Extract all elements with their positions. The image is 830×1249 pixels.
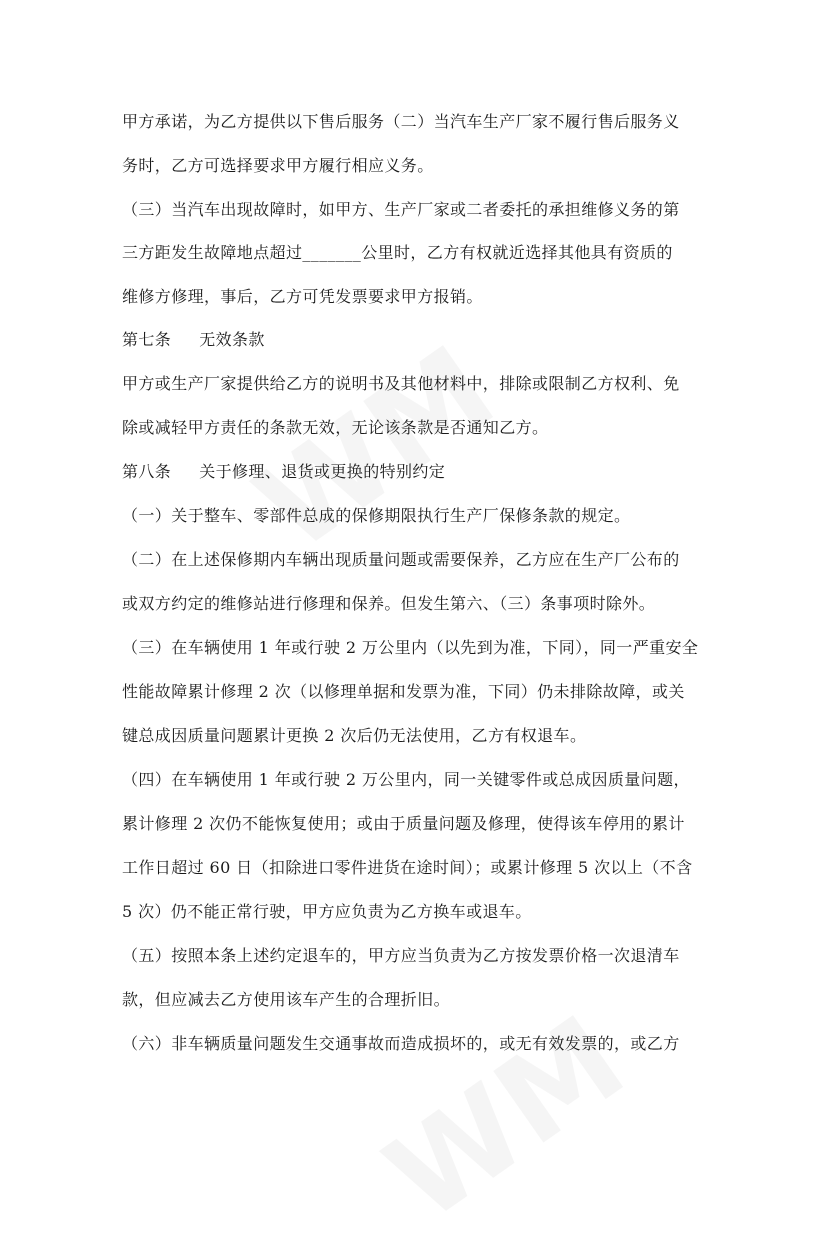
article-8-heading bbox=[122, 462, 722, 482]
paragraph-line: 除或减轻甲方责任的条款无效，无论该条款是否通知乙方。 bbox=[122, 418, 549, 437]
paragraph-line: （一）关于整车、零部件总成的保修期限执行生产厂保修条款的规定。 bbox=[122, 506, 631, 525]
article-7-title: 无效条款 bbox=[199, 330, 265, 349]
paragraph-line: 或双方约定的维修站进行修理和保养。但发生第六、（三）条事项时除外。 bbox=[122, 594, 656, 613]
paragraph-line: （二）在上述保修期内车辆出现质量问题或需要保养，乙方应在生产厂公布的 bbox=[122, 550, 680, 569]
paragraph-line: 款，但应减去乙方使用该车产生的合理折旧。 bbox=[122, 990, 451, 1009]
paragraph-line: 三方距发生故障地点超过_______公里时，乙方有权就近选择其他具有资质的 bbox=[122, 243, 673, 262]
article-7-number: 第七条 bbox=[122, 330, 172, 349]
paragraph-line: 维修方修理，事后，乙方可凭发票要求甲方报销。 bbox=[122, 287, 483, 306]
paragraph-line: （六）非车辆质量问题发生交通事故而造成损坏的，或无有效发票的，或乙方 bbox=[122, 1034, 680, 1053]
paragraph-line: （五）按照本条上述约定退车的，甲方应当负责为乙方按发票价格一次退清车 bbox=[122, 946, 680, 965]
article-8-title: 关于修理、退货或更换的特别约定 bbox=[199, 462, 446, 481]
paragraph-line: （三）当汽车出现故障时，如甲方、生产厂家或二者委托的承担维修义务的第 bbox=[122, 200, 680, 219]
paragraph-line: 甲方或生产厂家提供给乙方的说明书及其他材料中，排除或限制乙方权利、免 bbox=[122, 374, 680, 393]
paragraph-line: 工作日超过 60 日（扣除进口零件进货在途时间）；或累计修理 5 次以上（不含 bbox=[122, 858, 693, 877]
watermark bbox=[233, 320, 519, 578]
paragraph-line: （三）在车辆使用 1 年或行驶 2 万公里内（以先到为准，下同），同一严重安全 bbox=[122, 638, 699, 657]
watermark bbox=[363, 990, 649, 1248]
paragraph-line: 甲方承诺，为乙方提供以下售后服务（二）当汽车生产厂家不履行售后服务义 bbox=[122, 112, 680, 131]
article-8-number: 第八条 bbox=[122, 462, 172, 481]
paragraph-line: （四）在车辆使用 1 年或行驶 2 万公里内，同一关键零件或总成因质量问题， bbox=[122, 770, 690, 789]
paragraph-line: 键总成因质量问题累计更换 2 次后仍无法使用，乙方有权退车。 bbox=[122, 726, 587, 745]
paragraph-line: 累计修理 2 次仍不能恢复使用；或由于质量问题及修理，使得该车停用的累计 bbox=[122, 814, 685, 833]
paragraph-line: 5 次）仍不能正常行驶，甲方应负责为乙方换车或退车。 bbox=[122, 902, 532, 921]
paragraph-line: 务时，乙方可选择要求甲方履行相应义务。 bbox=[122, 156, 434, 175]
article-7-heading bbox=[122, 330, 722, 350]
paragraph-line: 性能故障累计修理 2 次（以修理单据和发票为准，下同）仍未排除故障，或关 bbox=[122, 682, 685, 701]
